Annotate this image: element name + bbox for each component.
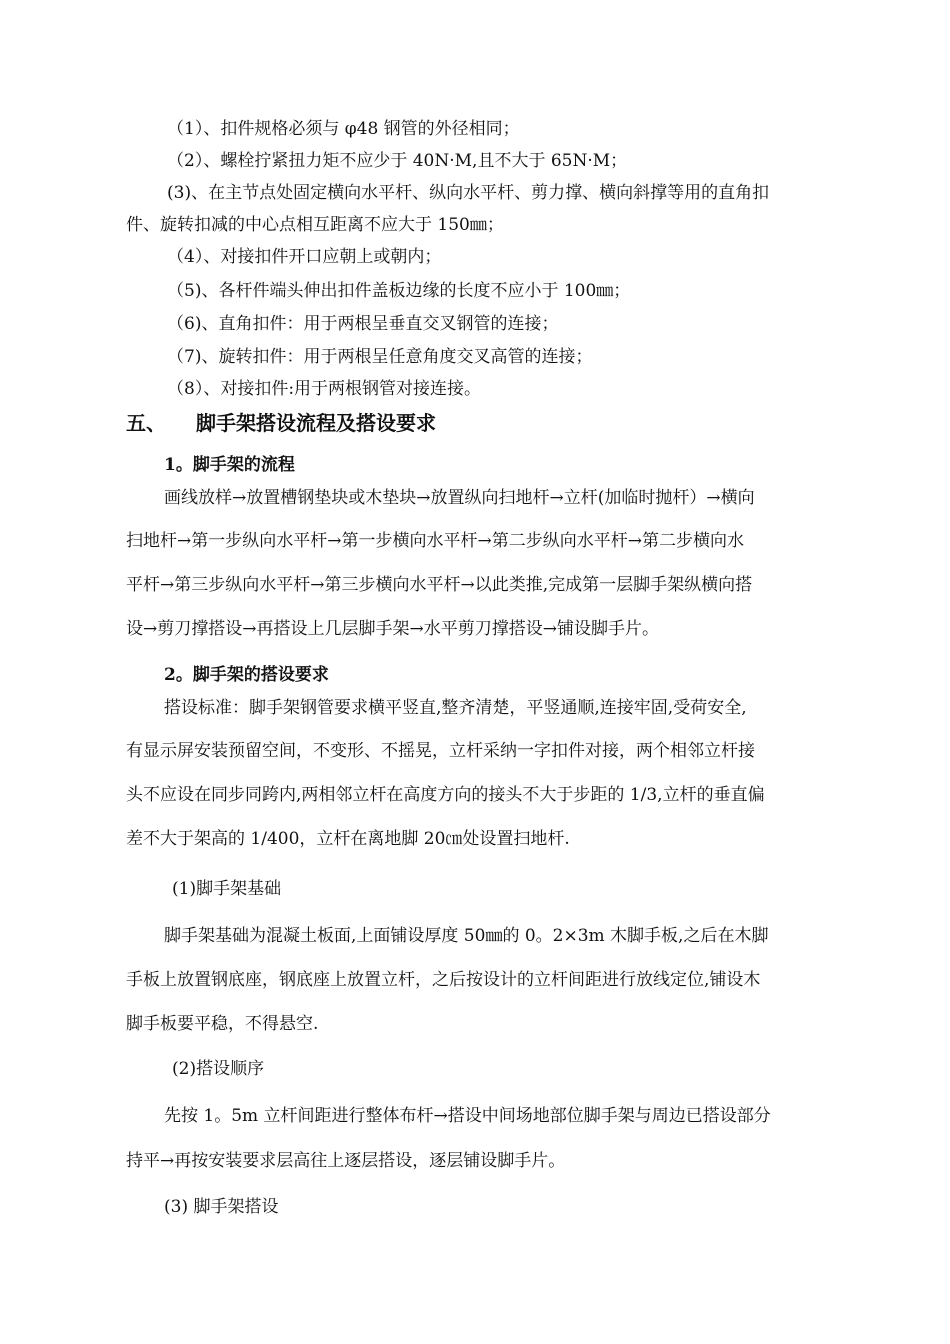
item1-line-2: 手板上放置钢底座，钢底座上放置立杆，之后按设计的立杆间距进行放线定位,铺设木 [126, 970, 761, 990]
sub1-line-1: 画线放样→放置槽钢垫块或木垫块→放置纵向扫地杆→立杆(加临时抛杆）→横向 [164, 488, 755, 508]
list-item-3-line-2: 件、旋转扣减的中心点相互距离不应大于 150㎜； [126, 215, 504, 235]
list-item-6: （6)、直角扣件：用于两根呈垂直交叉钢管的连接； [167, 314, 559, 334]
sub2-line-4: 差不大于架高的 1/400，立杆在离地脚 20㎝处设置扫地杆. [126, 829, 570, 849]
section-title: 脚手架搭设流程及搭设要求 [196, 411, 436, 435]
item3-heading: (3) 脚手架搭设 [164, 1197, 279, 1217]
sub2-line-2: 有显示屏安装预留空间，不变形、不摇晃，立杆采纳一字扣件对接，两个相邻立杆接 [126, 741, 755, 761]
sub1-heading: 1。脚手架的流程 [164, 455, 295, 475]
sub2-heading: 2。脚手架的搭设要求 [164, 665, 329, 685]
section-number: 五、 [126, 411, 166, 435]
item2-line-1: 先按 1。5m 立杆间距进行整体布杆→搭设中间场地部位脚手架与周边已搭设部分 [164, 1106, 771, 1126]
list-item-8: （8）、对接扣件:用于两根钢管对接连接。 [167, 379, 482, 399]
list-item-7: （7)、旋转扣件：用于两根呈任意角度交叉高管的连接； [167, 347, 593, 367]
list-item-3-line-1: (3)、在主节点处固定横向水平杆、纵向水平杆、剪力撑、横向斜撑等用的直角扣 [167, 183, 770, 203]
item1-heading: (1)脚手架基础 [172, 879, 282, 899]
section-heading [126, 412, 846, 434]
item1-line-3: 脚手板要平稳，不得悬空. [126, 1014, 319, 1034]
sub1-line-2: 扫地杆→第一步纵向水平杆→第一步横向水平杆→第二步纵向水平杆→第二步横向水 [126, 531, 744, 551]
item2-heading: (2)搭设顺序 [172, 1059, 265, 1079]
sub1-line-3: 平杆→第三步纵向水平杆→第三步横向水平杆→以此类推,完成第一层脚手架纵横向搭 [126, 575, 753, 595]
list-item-1: （1）、扣件规格必须与 φ48 钢管的外径相同； [167, 119, 520, 139]
list-item-4: （4）、对接扣件开口应朝上或朝内； [167, 247, 442, 267]
list-item-2: （2）、螺栓拧紧扭力矩不应少于 40N·M,且不大于 65N·M； [167, 151, 628, 171]
item1-line-1: 脚手架基础为混凝土板面,上面铺设厚度 50㎜的 0。2×3m 木脚手板,之后在木脚 [164, 926, 769, 946]
sub1-line-4: 设→剪刀撑搭设→再搭设上几层脚手架→水平剪刀撑搭设→铺设脚手片。 [126, 619, 659, 639]
item2-line-2: 持平→再按安装要求层高往上逐层搭设，逐层铺设脚手片。 [126, 1151, 566, 1171]
list-item-5: （5)、各杆件端头伸出扣件盖板边缘的长度不应小于 100㎜； [167, 281, 631, 301]
sub2-line-1: 搭设标准：脚手架钢管要求横平竖直,整齐清楚，平竖通顺,连接牢固,受荷安全, [164, 698, 747, 718]
sub2-line-3: 头不应设在同步同跨内,两相邻立杆在高度方向的接头不大于步距的 1/3,立杆的垂直偏 [126, 785, 765, 805]
